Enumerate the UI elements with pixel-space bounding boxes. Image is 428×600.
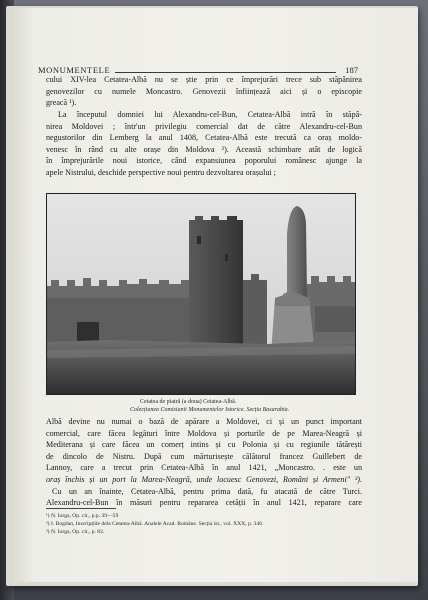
text-line: greacă ¹). — [46, 98, 77, 108]
text-line: La începutul domniei lui Alexandru-cel-Bun, Cetatea-Albă intră în stăpâ- — [58, 110, 362, 119]
paragraph-genovese — [46, 74, 362, 109]
paragraph-commerce — [46, 416, 362, 509]
text-line: Mediterana și care făcea un comerț intins și cu Polonia și cu regiunile tătărești — [46, 440, 362, 450]
text-line: oraș închis și un port la Marea-Neagră, unde locuesc Genovezi, Români și Armeni" ³). — [46, 474, 362, 484]
book-page — [10, 8, 418, 582]
text-line: în împrejurările noui istorice, când expansiunea poporului românesc ajunge la — [46, 156, 362, 166]
footnotes — [46, 512, 366, 537]
text-line: comercial, care făcea legături între Moldova și porturile de pe Marea-Neagră și — [46, 428, 362, 438]
footnote: ¹) N. Iorga, Op. cit., p.p. 39—59 — [46, 513, 119, 519]
footnote-rule — [46, 508, 116, 509]
header-rule — [115, 72, 336, 73]
caption-title: Cetatea de piatră (a doua) Cetatea-Albă. — [140, 399, 237, 405]
text-line: venesc în rând cu alte orașe din Moldova ²). Această schimbare atât de logică — [46, 144, 362, 154]
footnote: ³) N. Iorga, Op. cit., p. 82. — [46, 529, 105, 536]
text-line: genovezilor cu numele Moncastro. Genovezii înființează aici și o episcopie — [46, 86, 362, 96]
text-line: Lannoy, care a trecut prin Cetatea-Albă în anul 1421, „Moncastro. . este un — [46, 463, 362, 473]
fortress-photo-image — [47, 194, 355, 394]
fortress-photograph — [46, 193, 356, 395]
text-line: apele Nistrului, deschide perspective noui pentru dezvoltarea orașului ; — [46, 167, 276, 177]
text-line: Albă devine nu numai o bază de apărare a Moldovei, ci și un punct important — [46, 417, 362, 426]
running-title: MONUMENTELE — [38, 65, 111, 75]
caption-source: Colecțiunea Comisiunii Monumentelor Istorice. Secția Basarabia. — [130, 407, 290, 413]
text-line: de dincolo de Nistru. După cum mărturisește călătorul francez Guillebert de — [46, 451, 362, 461]
page-number: 187 — [345, 65, 358, 75]
figure-caption — [130, 398, 370, 414]
paragraph-moldova — [46, 109, 362, 179]
book-page-stack — [6, 6, 418, 586]
text-line: Alexandru-cel-Bun în măsuri pentru repararea cetății în anul 1421, reparare care — [46, 498, 362, 508]
text-line: cului XIV-lea Cetatea-Albă nu se știe prin ce împrejurări trece sub stăpânirea — [46, 75, 362, 84]
text-line: negustorilor din Lemberg la anul 1408, Cetatea-Albă este trecută ca oraș moldo- — [46, 133, 362, 143]
text-line: nirea Moldovei ; într'un privilegiu comercial dat de către Alexandru-cel-Bun — [46, 121, 362, 131]
text-line: Cu un an înainte, Cetatea-Albă, pentru prima dată, fu atacată de către Turci. — [52, 486, 362, 496]
footnote: ²) I. Bogdan, Inscripțiile dela Cetatea-Albă. Analele Acad. Române. Secția ist., vol. XXX, p. 346. — [46, 521, 264, 528]
